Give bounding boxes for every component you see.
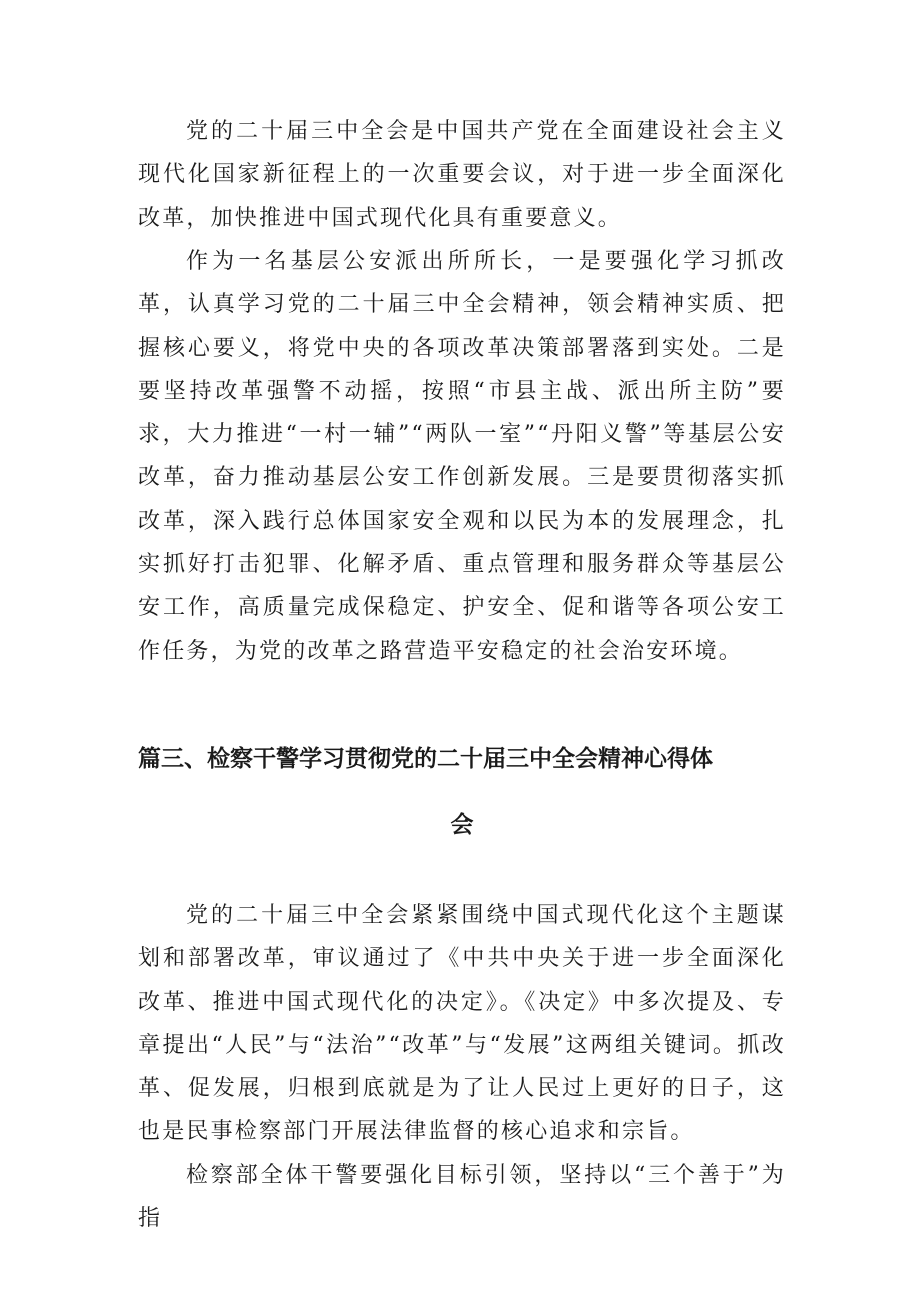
- section-three-heading-continuation: 会: [450, 812, 474, 838]
- paragraph-procuratorate-decision: 党的二十届三中全会紧紧围绕中国式现代化这个主题谋划和部署改革，审议通过了《中共中央关于进一步全面深化改革、推进中国式现代化的决定》。《决定》中多次提及、专章提出“人民”与“法治”“改革”与“发展”这两组关键词。抓改革、促发展，归根到底就是为了让人民过上更好的日子，这也是民事检察部门开展法律监督的核心追求和宗旨。: [138, 903, 786, 1145]
- paragraph-procuratorate-goal: 检察部全体干警要强化目标引领，坚持以“三个善于”为指: [138, 1163, 786, 1232]
- paragraph-plenum-significance: 党的二十届三中全会是中国共产党在全面建设社会主义现代化国家新征程上的一次重要会议，对于进一步全面深化改革，加快推进中国式现代化具有重要意义。: [138, 119, 786, 231]
- paragraph-police-station-reform: 作为一名基层公安派出所所长，一是要强化学习抓改革，认真学习党的二十届三中全会精神，领会精神实质、把握核心要义，将党中央的各项改革决策部署落到实处。二是要坚持改革强警不动摇，按照“市县主战、派出所主防”要求，大力推进“一村一辅”“两队一室”“丹阳义警”等基层公安改革，奋力推动基层公安工作创新发展。三是要贯彻落实抓改革，深入践行总体国家安全观和以民为本的发展理念，扎实抓好打击犯罪、化解矛盾、重点管理和服务群众等基层公安工作，高质量完成保稳定、护安全、促和谐等各项公安工作任务，为党的改革之路营造平安稳定的社会治安环境。: [138, 249, 786, 664]
- section-three-heading: 篇三、检察干警学习贯彻党的二十届三中全会精神心得体: [138, 746, 713, 772]
